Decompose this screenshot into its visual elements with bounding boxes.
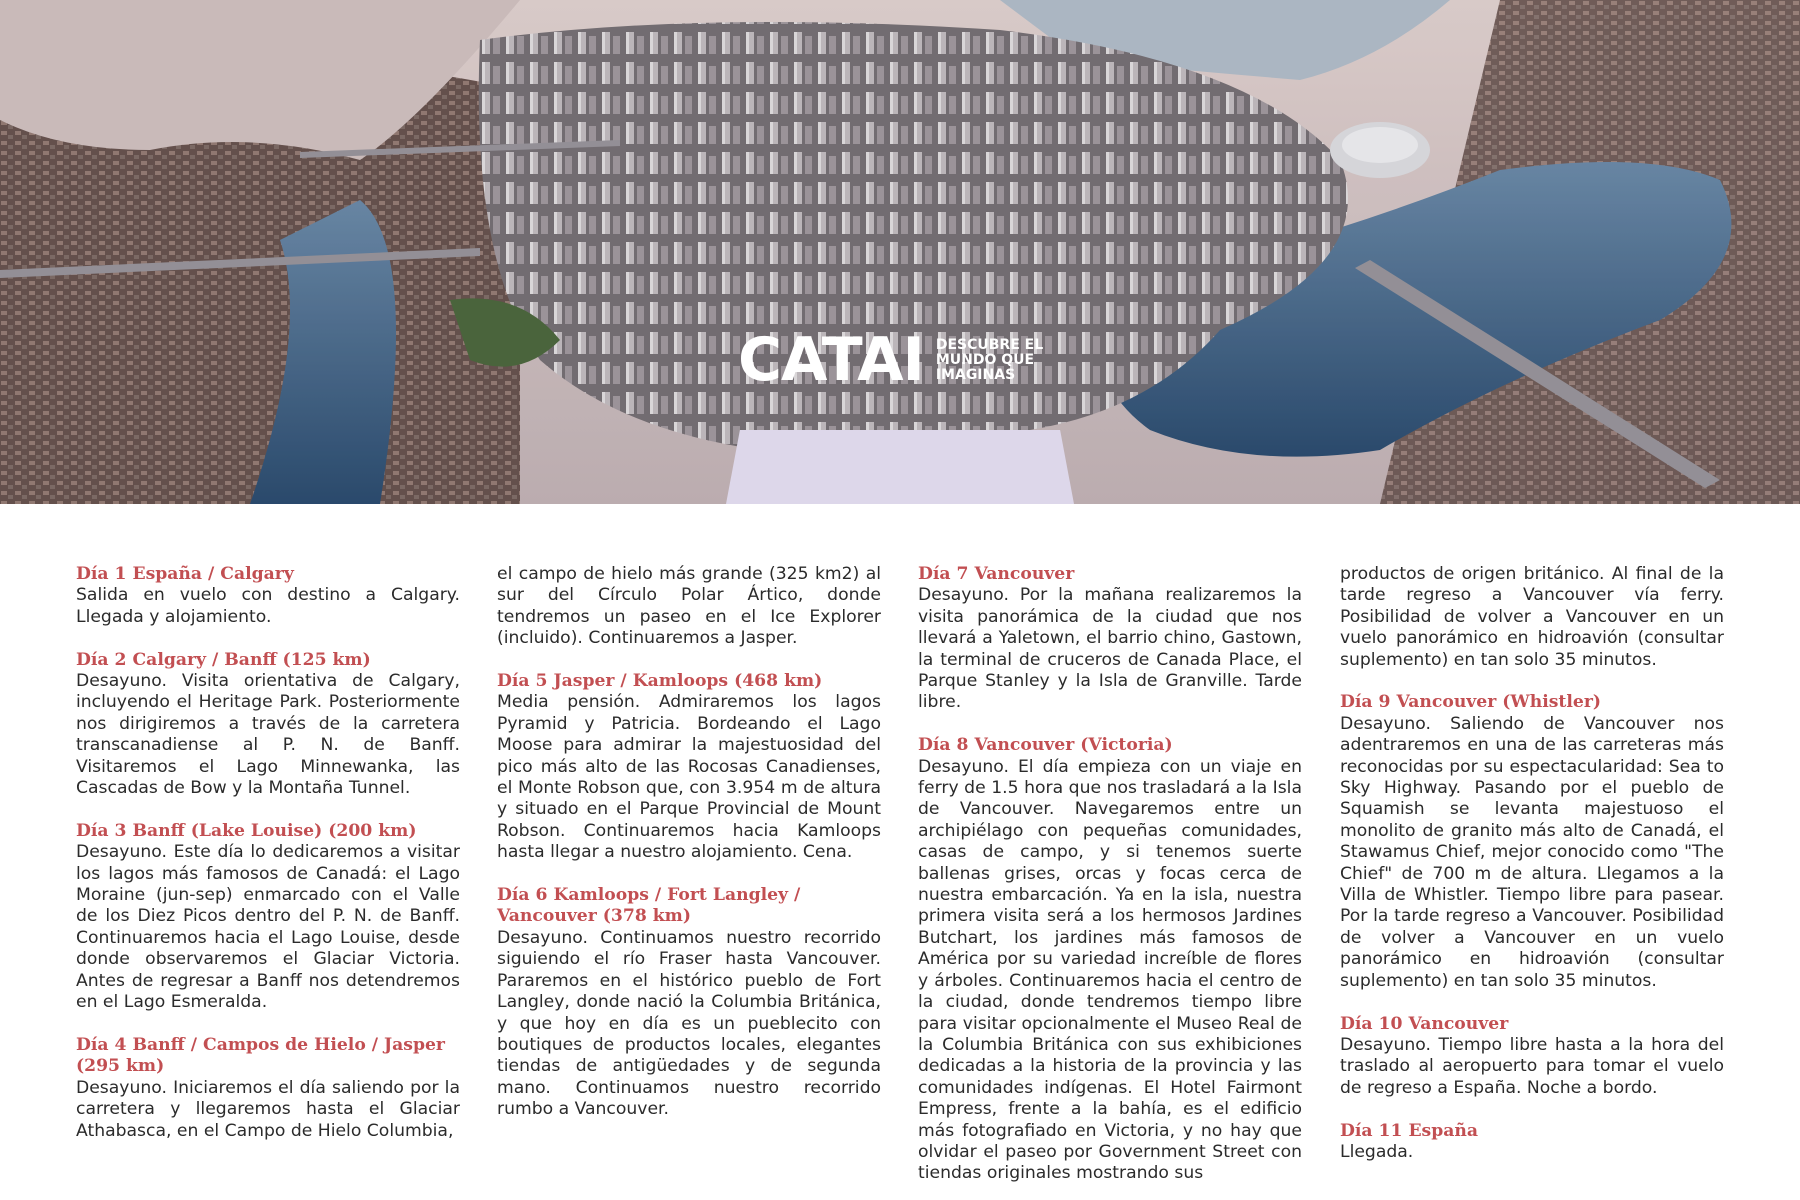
itinerary-day [918, 735, 1302, 1185]
day-description: Desayuno. Por la mañana realizaremos la visita panorámica de la ciudad que nos llevará a Yaletown, el barrio chino, Gastown, la terminal de cruceros de Canada Place, el Parque Stanley y la Isla de Granville. Tarde libre. [918, 585, 1302, 713]
day-title: Día 4 Banff / Campos de Hielo / Jasper (295 km) [76, 1034, 445, 1077]
decorative-tab [726, 430, 1074, 504]
day-description: Desayuno. Saliendo de Vancouver nos adentraremos en una de las carreteras más reconocidas por su espectacularidad: Sea to Sky Highway. Pasando por el pueblo de Squamish se levanta majestuoso el monolito de granito más alto de Canadá, el Stawamus Chief, mejor conocido como "The Chief" de 700 m de altura. Llegamos a la Villa de Whistler. Tiempo libre para pasear. Por la tarde regreso a Vancouver. Posibilidad de volver a Vancouver en un vuelo panorámico en hidroavión (consultar suplemento) en tan solo 35 minutos. [1340, 713, 1724, 991]
itinerary-day [1340, 692, 1724, 992]
day-description: Desayuno. Visita orientativa de Calgary, incluyendo el Heritage Park. Posteriormente nos dirigiremos a través de la carretera transcanadiense al P. N. de Banff. Visitaremos el Lago Minnewanka, las Cascadas de Bow y la Montaña Tunnel. [76, 671, 460, 799]
itinerary-day [1340, 1121, 1724, 1164]
day-title: Día 6 Kamloops / Fort Langley / Vancouver (378 km) [497, 885, 801, 927]
day-description: Desayuno. Iniciaremos el día saliendo por la carretera y llegaremos hasta el Glaciar Athabasca, en el Campo de Hielo Columbia, [76, 1077, 460, 1141]
itinerary-day [76, 1035, 460, 1142]
day-title: Día 10 Vancouver [1340, 1013, 1509, 1034]
itinerary-column-3 [918, 564, 1302, 1185]
day-title: Día 5 Jasper / Kamloops (468 km) [497, 671, 823, 692]
itinerary-column-1 [76, 564, 460, 1142]
itinerary-day [497, 885, 881, 1120]
day-description: Salida en vuelo con destino a Calgary. Llegada y alojamiento. [76, 585, 460, 627]
itinerary-day [497, 671, 881, 864]
day-description: productos de origen británico. Al final de la tarde regreso a Vancouver vía ferry. Posibilidad de volver a Vancouver en un vuelo panorámico en hidroavión (consultar suplemento) en tan solo 35 minutos. [1340, 564, 1724, 670]
itinerary-day [918, 564, 1302, 714]
itinerary-day [76, 821, 460, 1014]
itinerary-day [76, 564, 460, 628]
day-description: Desayuno. Tiempo libre hasta a la hora del traslado al aeropuerto para tomar el vuelo de regreso a España. Noche a bordo. [1340, 1034, 1724, 1098]
day-title: Día 11 España [1340, 1120, 1479, 1141]
itinerary-column-4 [1340, 564, 1724, 1163]
itinerary-day [76, 650, 460, 800]
day-description: Desayuno. El día empieza con un viaje en ferry de 1.5 hora que nos trasladará a la Isla de Vancouver. Navegaremos entre un archipiélago con pequeñas comunidades, casas de campo, y si tenemos suerte ballenas grises, orcas y focas cerca de nuestra embarcación. Ya en la isla, nuestra primera visita será a los hermosos Jardines Butchart, los jardines más famosos de América por su variedad increíble de flores y árboles. Continuaremos hacia el centro de la ciudad, donde tendremos tiempo libre para visitar opcionalmente el Museo Real de la Columbia Británica con sus exhibiciones dedicadas a la historia de la provincia y las comunidades indígenas. El Hotel Fairmont Empress, frente a la bahía, es el edificio más fotografiado en Victoria, y no hay que olvidar el paseo por Government Street con tiendas originales mostrando sus [918, 756, 1302, 1184]
itinerary-column-2 [497, 564, 881, 1121]
aerial-city-illustration [0, 0, 1800, 504]
day-description: el campo de hielo más grande (325 km2) al sur del Círculo Polar Ártico, donde tendremos un paseo en el Ice Explorer (incluido). Continuaremos a Jasper. [497, 564, 881, 649]
itinerary-day [1340, 1014, 1724, 1100]
day-description: Media pensión. Admiraremos los lagos Pyramid y Patricia. Bordeando el Lago Moose para admirar la majestuosidad del pico más alto de las Rocosas Canadienses, el Monte Robson que, con 3.954 m de altura y situado en el Parque Provincial de Mount Robson. Continuaremos hacia Kamloops hasta llegar a nuestro alojamiento. Cena. [497, 692, 881, 863]
day-title: Día 2 Calgary / Banff (125 km) [76, 649, 371, 670]
day-description: Desayuno. Continuamos nuestro recorrido siguiendo el río Fraser hasta Vancouver. Pararemos en el histórico pueblo de Fort Langley, donde nació la Columbia Británica, y que hoy en día es un pueblecito con boutiques de productos locales, elegantes tiendas de antigüedades y de segunda mano. Continuamos nuestro recorrido rumbo a Vancouver. [497, 927, 881, 1120]
day-description: Llegada. [1340, 1141, 1414, 1162]
day-title: Día 3 Banff (Lake Louise) (200 km) [76, 820, 417, 841]
itinerary-day-continued [1340, 564, 1724, 671]
day-title: Día 9 Vancouver (Whistler) [1340, 692, 1602, 713]
catai-logo [738, 325, 1056, 395]
day-title: Día 8 Vancouver (Victoria) [918, 735, 1173, 756]
day-description: Desayuno. Este día lo dedicaremos a visitar los lagos más famosos de Canadá: el Lago Moraine (jun-sep) enmarcado con el Valle de los Diez Picos dentro del P. N. de Banff. Continuaremos hacia el Lago Louise, desde donde observaremos el Glaciar Victoria. Antes de regresar a Banff nos detendremos en el Lago Esmeralda. [76, 842, 460, 1013]
day-title: Día 7 Vancouver [918, 564, 1075, 584]
itinerary-day-continued [497, 564, 881, 650]
logo-wordmark: CATAI [738, 325, 924, 395]
hero-photo-vancouver [0, 0, 1800, 504]
logo-tagline: DESCUBRE EL MUNDO QUE IMAGINAS [935, 336, 1044, 383]
day-title: Día 1 España / Calgary [76, 564, 294, 584]
